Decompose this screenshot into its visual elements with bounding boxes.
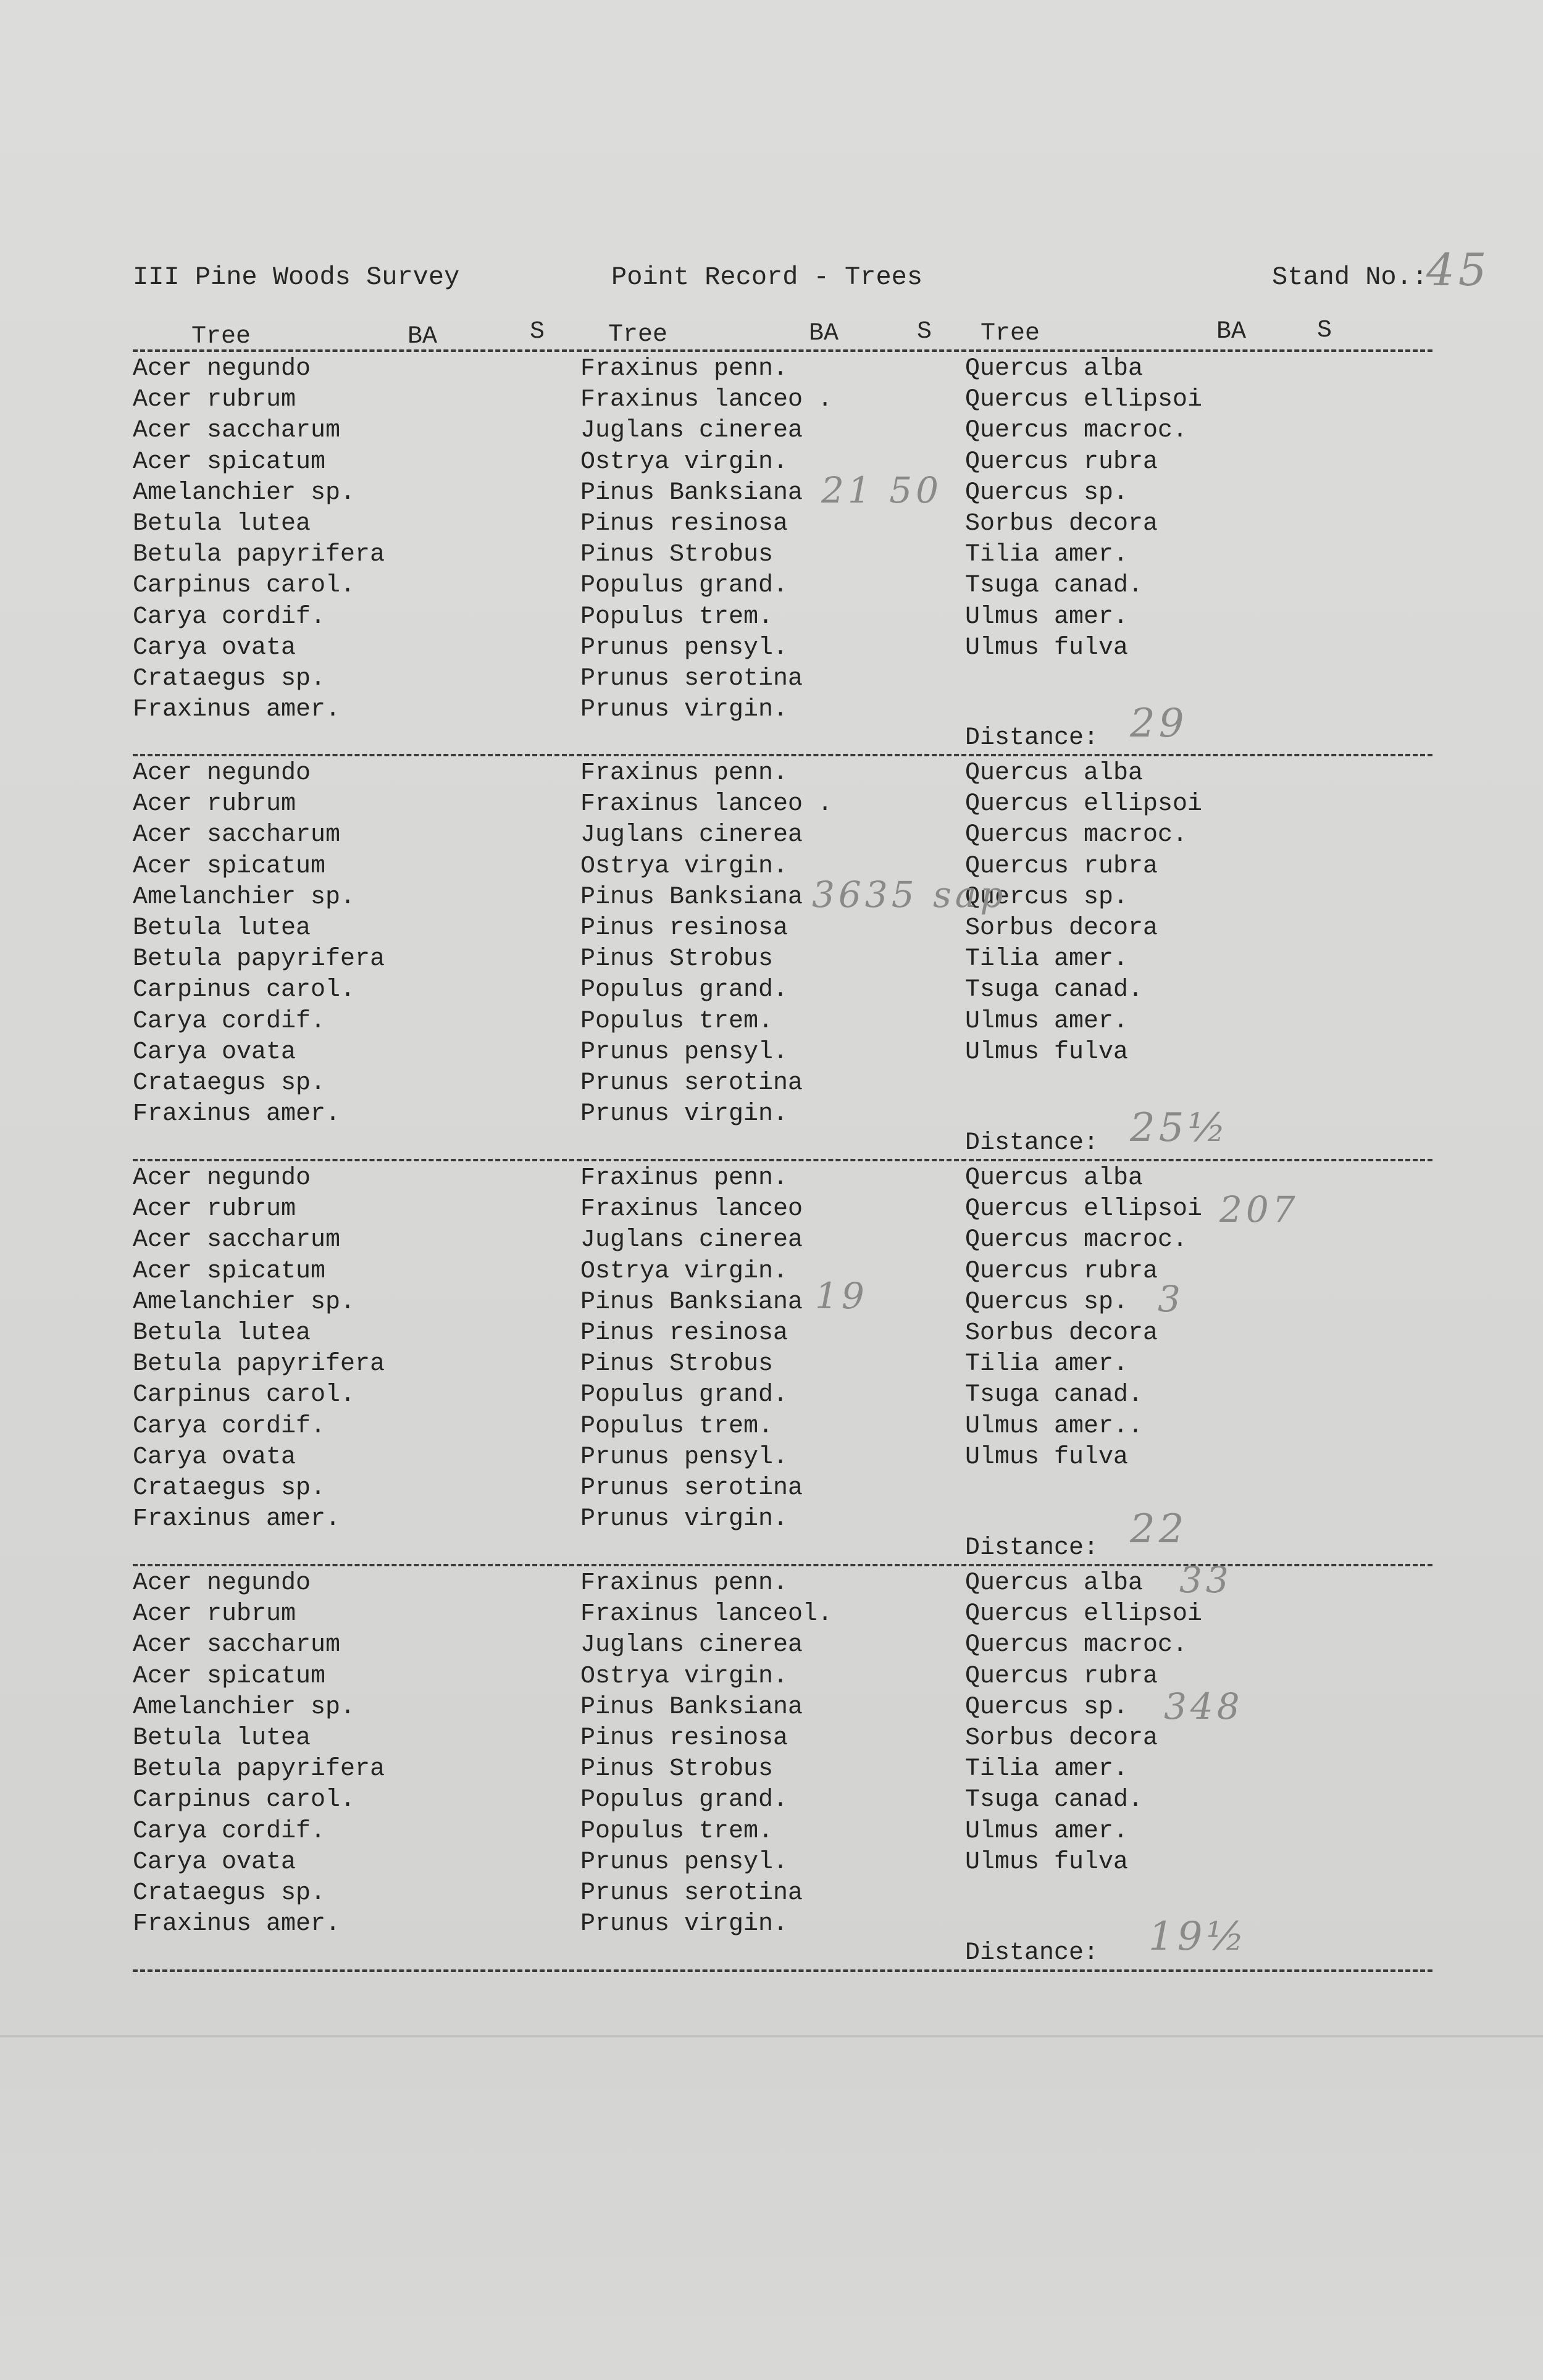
species-entry: Amelanchier sp. — [133, 1288, 356, 1316]
species-entry: Carya cordif. — [133, 1817, 326, 1845]
species-entry: Acer negundo — [133, 355, 311, 383]
species-entry: Betula lutea — [133, 1724, 311, 1752]
species-entry: Tilia amer. — [965, 1350, 1129, 1379]
species-column — [580, 354, 832, 725]
record-title: Point Record - Trees — [611, 262, 923, 292]
species-entry: Crataegus sp. — [133, 664, 326, 693]
species-entry: Amelanchier sp. — [133, 478, 356, 507]
distance-value-handwritten: 19½ — [1148, 1914, 1248, 1960]
species-entry: Fraxinus amer. — [133, 1910, 341, 1939]
species-entry: Acer saccharum — [133, 1631, 341, 1660]
species-entry: Ulmus fulva — [965, 1443, 1129, 1471]
species-column — [580, 758, 832, 1130]
species-entry: Quercus sp. — [965, 1693, 1129, 1721]
species-entry: Carya cordif. — [133, 603, 326, 631]
species-entry: Populus trem. — [580, 1817, 774, 1845]
handwritten-note: 207 — [1219, 1188, 1299, 1230]
species-entry: Fraxinus penn. — [580, 355, 788, 383]
col-s-2: S — [917, 318, 932, 346]
species-entry: Acer saccharum — [133, 417, 341, 445]
species-entry: Prunus serotina — [580, 1069, 803, 1097]
species-entry: Quercus alba — [965, 1164, 1144, 1192]
species-entry: Acer saccharum — [133, 821, 341, 850]
species-entry: Juglans cinerea — [580, 417, 803, 445]
distance-value-handwritten: 29 — [1130, 701, 1188, 746]
separator-2 — [133, 1159, 1432, 1161]
species-entry: Pinus resinosa — [580, 509, 788, 538]
species-entry: Acer rubrum — [133, 1195, 296, 1224]
species-entry: Juglans cinerea — [580, 1631, 803, 1660]
species-entry: Populus grand. — [580, 572, 788, 600]
separator-3 — [133, 1564, 1432, 1566]
paper-fold — [0, 2035, 1543, 2037]
distance-label: Distance: — [965, 1939, 1099, 1967]
species-entry: Pinus resinosa — [580, 1724, 788, 1752]
species-entry: Prunus pensyl. — [580, 633, 788, 662]
distance-value-handwritten: 22 — [1130, 1506, 1188, 1552]
species-entry: Acer negundo — [133, 759, 311, 787]
species-entry: Acer rubrum — [133, 790, 296, 819]
species-entry: Prunus virgin. — [580, 1910, 788, 1939]
species-entry: Pinus resinosa — [580, 1319, 788, 1347]
distance-label: Distance: — [965, 724, 1099, 752]
species-column — [133, 1568, 385, 1940]
col-ba-2: BA — [809, 320, 839, 348]
species-entry: Fraxinus lanceo — [580, 1195, 803, 1224]
species-entry: Tilia amer. — [965, 1755, 1129, 1784]
species-entry: Quercus ellipsoi — [965, 790, 1203, 819]
species-entry: Crataegus sp. — [133, 1069, 326, 1097]
species-entry: Pinus Strobus — [580, 541, 774, 569]
species-entry: Acer spicatum — [133, 1257, 326, 1285]
species-entry: Carya cordif. — [133, 1007, 326, 1035]
species-entry: Ostrya virgin. — [580, 448, 788, 476]
species-entry: Quercus macroc. — [965, 1631, 1188, 1660]
species-entry: Populus trem. — [580, 1412, 774, 1440]
species-column — [580, 1163, 803, 1535]
separator-header — [133, 349, 1432, 352]
species-entry: Pinus Strobus — [580, 1755, 774, 1784]
species-entry: Sorbus decora — [965, 509, 1158, 538]
species-entry: Prunus serotina — [580, 664, 803, 693]
species-entry: Prunus virgin. — [580, 696, 788, 724]
species-entry: Tilia amer. — [965, 541, 1129, 569]
species-entry: Populus trem. — [580, 1007, 774, 1035]
col-tree-3: Tree — [981, 320, 1040, 348]
species-entry: Populus trem. — [580, 603, 774, 631]
species-entry: Tilia amer. — [965, 945, 1129, 974]
species-entry: Acer rubrum — [133, 1600, 296, 1629]
species-entry: Tsuga canad. — [965, 1786, 1144, 1814]
species-entry: Quercus rubra — [965, 852, 1158, 880]
species-entry: Crataegus sp. — [133, 1879, 326, 1907]
species-entry: Prunus serotina — [580, 1474, 803, 1502]
species-entry: Quercus alba — [965, 759, 1144, 787]
species-entry: Crataegus sp. — [133, 1474, 326, 1502]
species-entry: Fraxinus penn. — [580, 1569, 788, 1597]
species-entry: Ulmus fulva — [965, 1848, 1129, 1876]
species-entry: Fraxinus amer. — [133, 1100, 341, 1129]
species-entry: Pinus Banksiana — [580, 883, 803, 911]
species-entry: Pinus Banksiana — [580, 478, 803, 507]
species-entry: Amelanchier sp. — [133, 883, 356, 911]
species-entry: Quercus ellipsoi — [965, 1600, 1203, 1629]
species-entry: Juglans cinerea — [580, 821, 803, 850]
handwritten-note: 3635 sap — [812, 874, 1007, 916]
species-entry: Populus grand. — [580, 1381, 788, 1409]
species-column — [133, 758, 385, 1130]
species-entry: Carya ovata — [133, 1443, 296, 1471]
distance-value-handwritten: 25½ — [1130, 1105, 1230, 1151]
col-s-3: S — [1317, 317, 1332, 344]
species-entry: Fraxinus amer. — [133, 1505, 341, 1534]
species-entry: Ostrya virgin. — [580, 1257, 788, 1285]
species-entry: Carya ovata — [133, 1038, 296, 1066]
stand-label: Stand No.: — [1272, 262, 1428, 292]
species-entry: Pinus Banksiana — [580, 1693, 803, 1721]
handwritten-note: 3 — [1158, 1278, 1184, 1320]
species-entry: Prunus virgin. — [580, 1505, 788, 1534]
species-entry: Fraxinus amer. — [133, 696, 341, 724]
species-entry: Populus grand. — [580, 1786, 788, 1814]
species-entry: Betula papyrifera — [133, 1350, 385, 1379]
separator-4 — [133, 1969, 1432, 1972]
species-entry: Populus grand. — [580, 976, 788, 1004]
col-tree-1: Tree — [191, 323, 251, 351]
handwritten-note: 21 50 — [821, 469, 943, 511]
col-ba-1: BA — [408, 323, 438, 351]
stand-number: 45 — [1426, 244, 1491, 296]
species-entry: Quercus macroc. — [965, 821, 1188, 850]
species-entry: Acer spicatum — [133, 1662, 326, 1690]
species-entry: Prunus pensyl. — [580, 1848, 788, 1876]
species-entry: Sorbus decora — [965, 914, 1158, 942]
species-entry: Pinus Strobus — [580, 945, 774, 974]
col-s-1: S — [530, 318, 545, 346]
species-entry: Carpinus carol. — [133, 1381, 356, 1409]
species-entry: Ostrya virgin. — [580, 1662, 788, 1690]
col-ba-3: BA — [1216, 318, 1247, 346]
species-entry: Carpinus carol. — [133, 1786, 356, 1814]
species-entry: Acer negundo — [133, 1569, 311, 1597]
species-column — [133, 1163, 385, 1535]
species-entry: Carya cordif. — [133, 1412, 326, 1440]
species-entry: Fraxinus penn. — [580, 1164, 788, 1192]
species-entry: Quercus sp. — [965, 1288, 1129, 1316]
species-entry: Prunus pensyl. — [580, 1443, 788, 1471]
species-entry: Quercus macroc. — [965, 417, 1188, 445]
species-entry: Fraxinus lanceo . — [580, 790, 833, 819]
species-entry: Prunus pensyl. — [580, 1038, 788, 1066]
species-entry: Ostrya virgin. — [580, 852, 788, 880]
species-entry: Quercus sp. — [965, 883, 1129, 911]
species-entry: Betula papyrifera — [133, 1755, 385, 1784]
species-entry: Acer negundo — [133, 1164, 311, 1192]
species-entry: Carya ovata — [133, 633, 296, 662]
species-entry: Quercus alba — [965, 355, 1144, 383]
col-tree-2: Tree — [608, 321, 668, 349]
species-entry: Carpinus carol. — [133, 572, 356, 600]
separator-1 — [133, 754, 1432, 756]
species-entry: Betula lutea — [133, 1319, 311, 1347]
species-entry: Pinus Banksiana — [580, 1288, 803, 1316]
distance-label: Distance: — [965, 1129, 1099, 1157]
species-entry: Acer saccharum — [133, 1226, 341, 1255]
species-entry: Pinus Strobus — [580, 1350, 774, 1379]
handwritten-note: 33 — [1179, 1559, 1232, 1601]
species-entry: Quercus alba — [965, 1569, 1144, 1597]
distance-label: Distance: — [965, 1534, 1099, 1562]
species-entry: Fraxinus lanceol. — [580, 1600, 833, 1629]
species-entry: Pinus resinosa — [580, 914, 788, 942]
species-entry: Fraxinus lanceo . — [580, 386, 833, 414]
species-entry: Sorbus decora — [965, 1724, 1158, 1752]
species-column — [580, 1568, 832, 1940]
handwritten-note: 19 — [815, 1275, 868, 1317]
survey-title: III Pine Woods Survey — [133, 262, 460, 292]
species-entry: Ulmus amer. — [965, 603, 1129, 631]
species-entry: Quercus ellipsoi — [965, 1195, 1203, 1224]
species-entry: Carya ovata — [133, 1848, 296, 1876]
handwritten-note: 348 — [1164, 1685, 1244, 1727]
species-entry: Ulmus amer.. — [965, 1412, 1144, 1440]
species-entry: Carpinus carol. — [133, 976, 356, 1004]
species-entry: Ulmus fulva — [965, 633, 1129, 662]
species-column — [965, 354, 1202, 664]
species-entry: Betula lutea — [133, 914, 311, 942]
species-entry: Quercus ellipsoi — [965, 386, 1203, 414]
species-entry: Betula papyrifera — [133, 945, 385, 974]
species-entry: Ulmus amer. — [965, 1817, 1129, 1845]
species-column — [133, 354, 385, 725]
species-entry: Prunus serotina — [580, 1879, 803, 1907]
species-entry: Betula lutea — [133, 509, 311, 538]
species-entry: Tsuga canad. — [965, 572, 1144, 600]
species-entry: Ulmus fulva — [965, 1038, 1129, 1066]
lower-flap — [0, 2037, 1543, 2380]
species-entry: Betula papyrifera — [133, 541, 385, 569]
species-entry: Acer rubrum — [133, 386, 296, 414]
species-entry: Quercus macroc. — [965, 1226, 1188, 1255]
species-entry: Quercus rubra — [965, 1662, 1158, 1690]
species-entry: Quercus sp. — [965, 478, 1129, 507]
species-entry: Tsuga canad. — [965, 1381, 1144, 1409]
species-entry: Acer spicatum — [133, 448, 326, 476]
species-entry: Quercus rubra — [965, 1257, 1158, 1285]
species-entry: Amelanchier sp. — [133, 1693, 356, 1721]
species-entry: Quercus rubra — [965, 448, 1158, 476]
species-entry: Sorbus decora — [965, 1319, 1158, 1347]
species-entry: Fraxinus penn. — [580, 759, 788, 787]
species-entry: Ulmus amer. — [965, 1007, 1129, 1035]
species-entry: Acer spicatum — [133, 852, 326, 880]
species-entry: Tsuga canad. — [965, 976, 1144, 1004]
species-entry: Juglans cinerea — [580, 1226, 803, 1255]
species-entry: Prunus virgin. — [580, 1100, 788, 1129]
